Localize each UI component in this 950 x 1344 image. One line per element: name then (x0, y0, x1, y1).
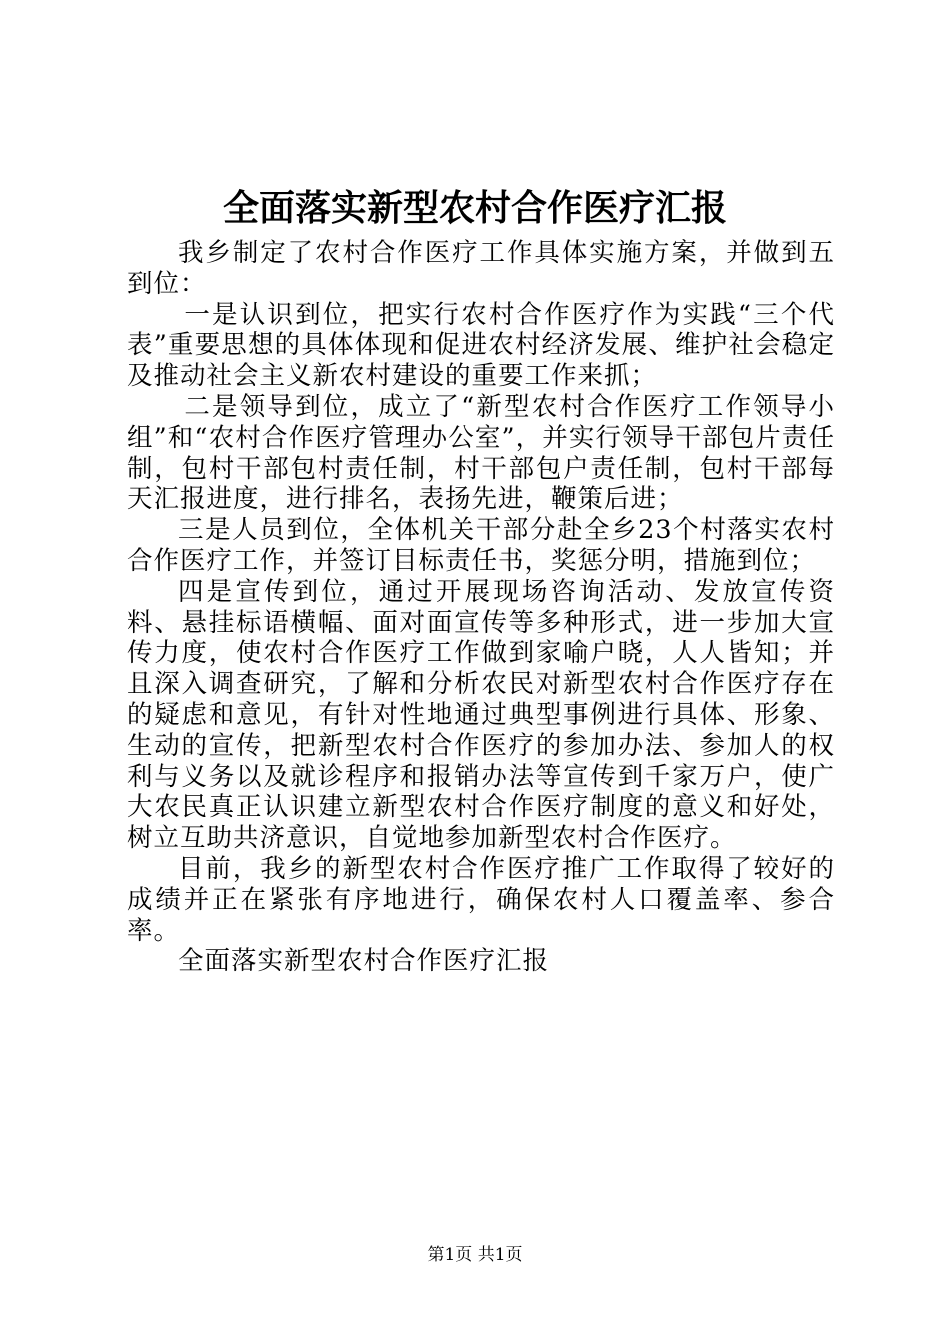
paragraph-item-4: 四是宣传到位，通过开展现场咨询活动、发放宣传资料、悬挂标语横幅、面对面宣传等多种形式，进一步加大宣传力度，使农村合作医疗工作做到家喻户晓，人人皆知；并且深入调查研究，了解和分析农民对新型农村合作医疗存在的疑虑和意见，有针对性地通过典型事例进行具体、形象、生动的宣传，把新型农村合作医疗的参加办法、参加人的权利与义务以及就诊程序和报销办法等宣传到千家万户，使广大农民真正认识建立新型农村合作医疗制度的意义和好处，树立互助共济意识，自觉地参加新型农村合作医疗。 (127, 576, 835, 854)
paragraph-item-1: 一是认识到位，把实行农村合作医疗作为实践“三个代表”重要思想的具体体现和促进农村经济发展、维护社会稳定及推动社会主义新农村建设的重要工作来抓； (127, 299, 835, 392)
paragraph-conclusion: 目前，我乡的新型农村合作医疗推广工作取得了较好的成绩并正在紧张有序地进行，确保农村人口覆盖率、参合率。 (127, 853, 835, 946)
page-footer: 第1页 共1页 (427, 1245, 523, 1265)
document-title: 全面落实新型农村合作医疗汇报 (222, 187, 727, 229)
paragraph-item-3: 三是人员到位，全体机关干部分赴全乡23个村落实农村合作医疗工作，并签订目标责任书，奖惩分明，措施到位； (127, 515, 835, 576)
paragraph-intro: 我乡制定了农村合作医疗工作具体实施方案，并做到五到位： (127, 238, 835, 299)
document-body (127, 238, 835, 977)
paragraph-closing-title: 全面落实新型农村合作医疗汇报 (178, 946, 550, 977)
paragraph-item-2: 二是领导到位，成立了“新型农村合作医疗工作领导小组”和“农村合作医疗管理办公室”，并实行领导干部包片责任制，包村干部包村责任制，村干部包户责任制，包村干部每天汇报进度，进行排名，表扬先进，鞭策后进； (127, 391, 835, 515)
